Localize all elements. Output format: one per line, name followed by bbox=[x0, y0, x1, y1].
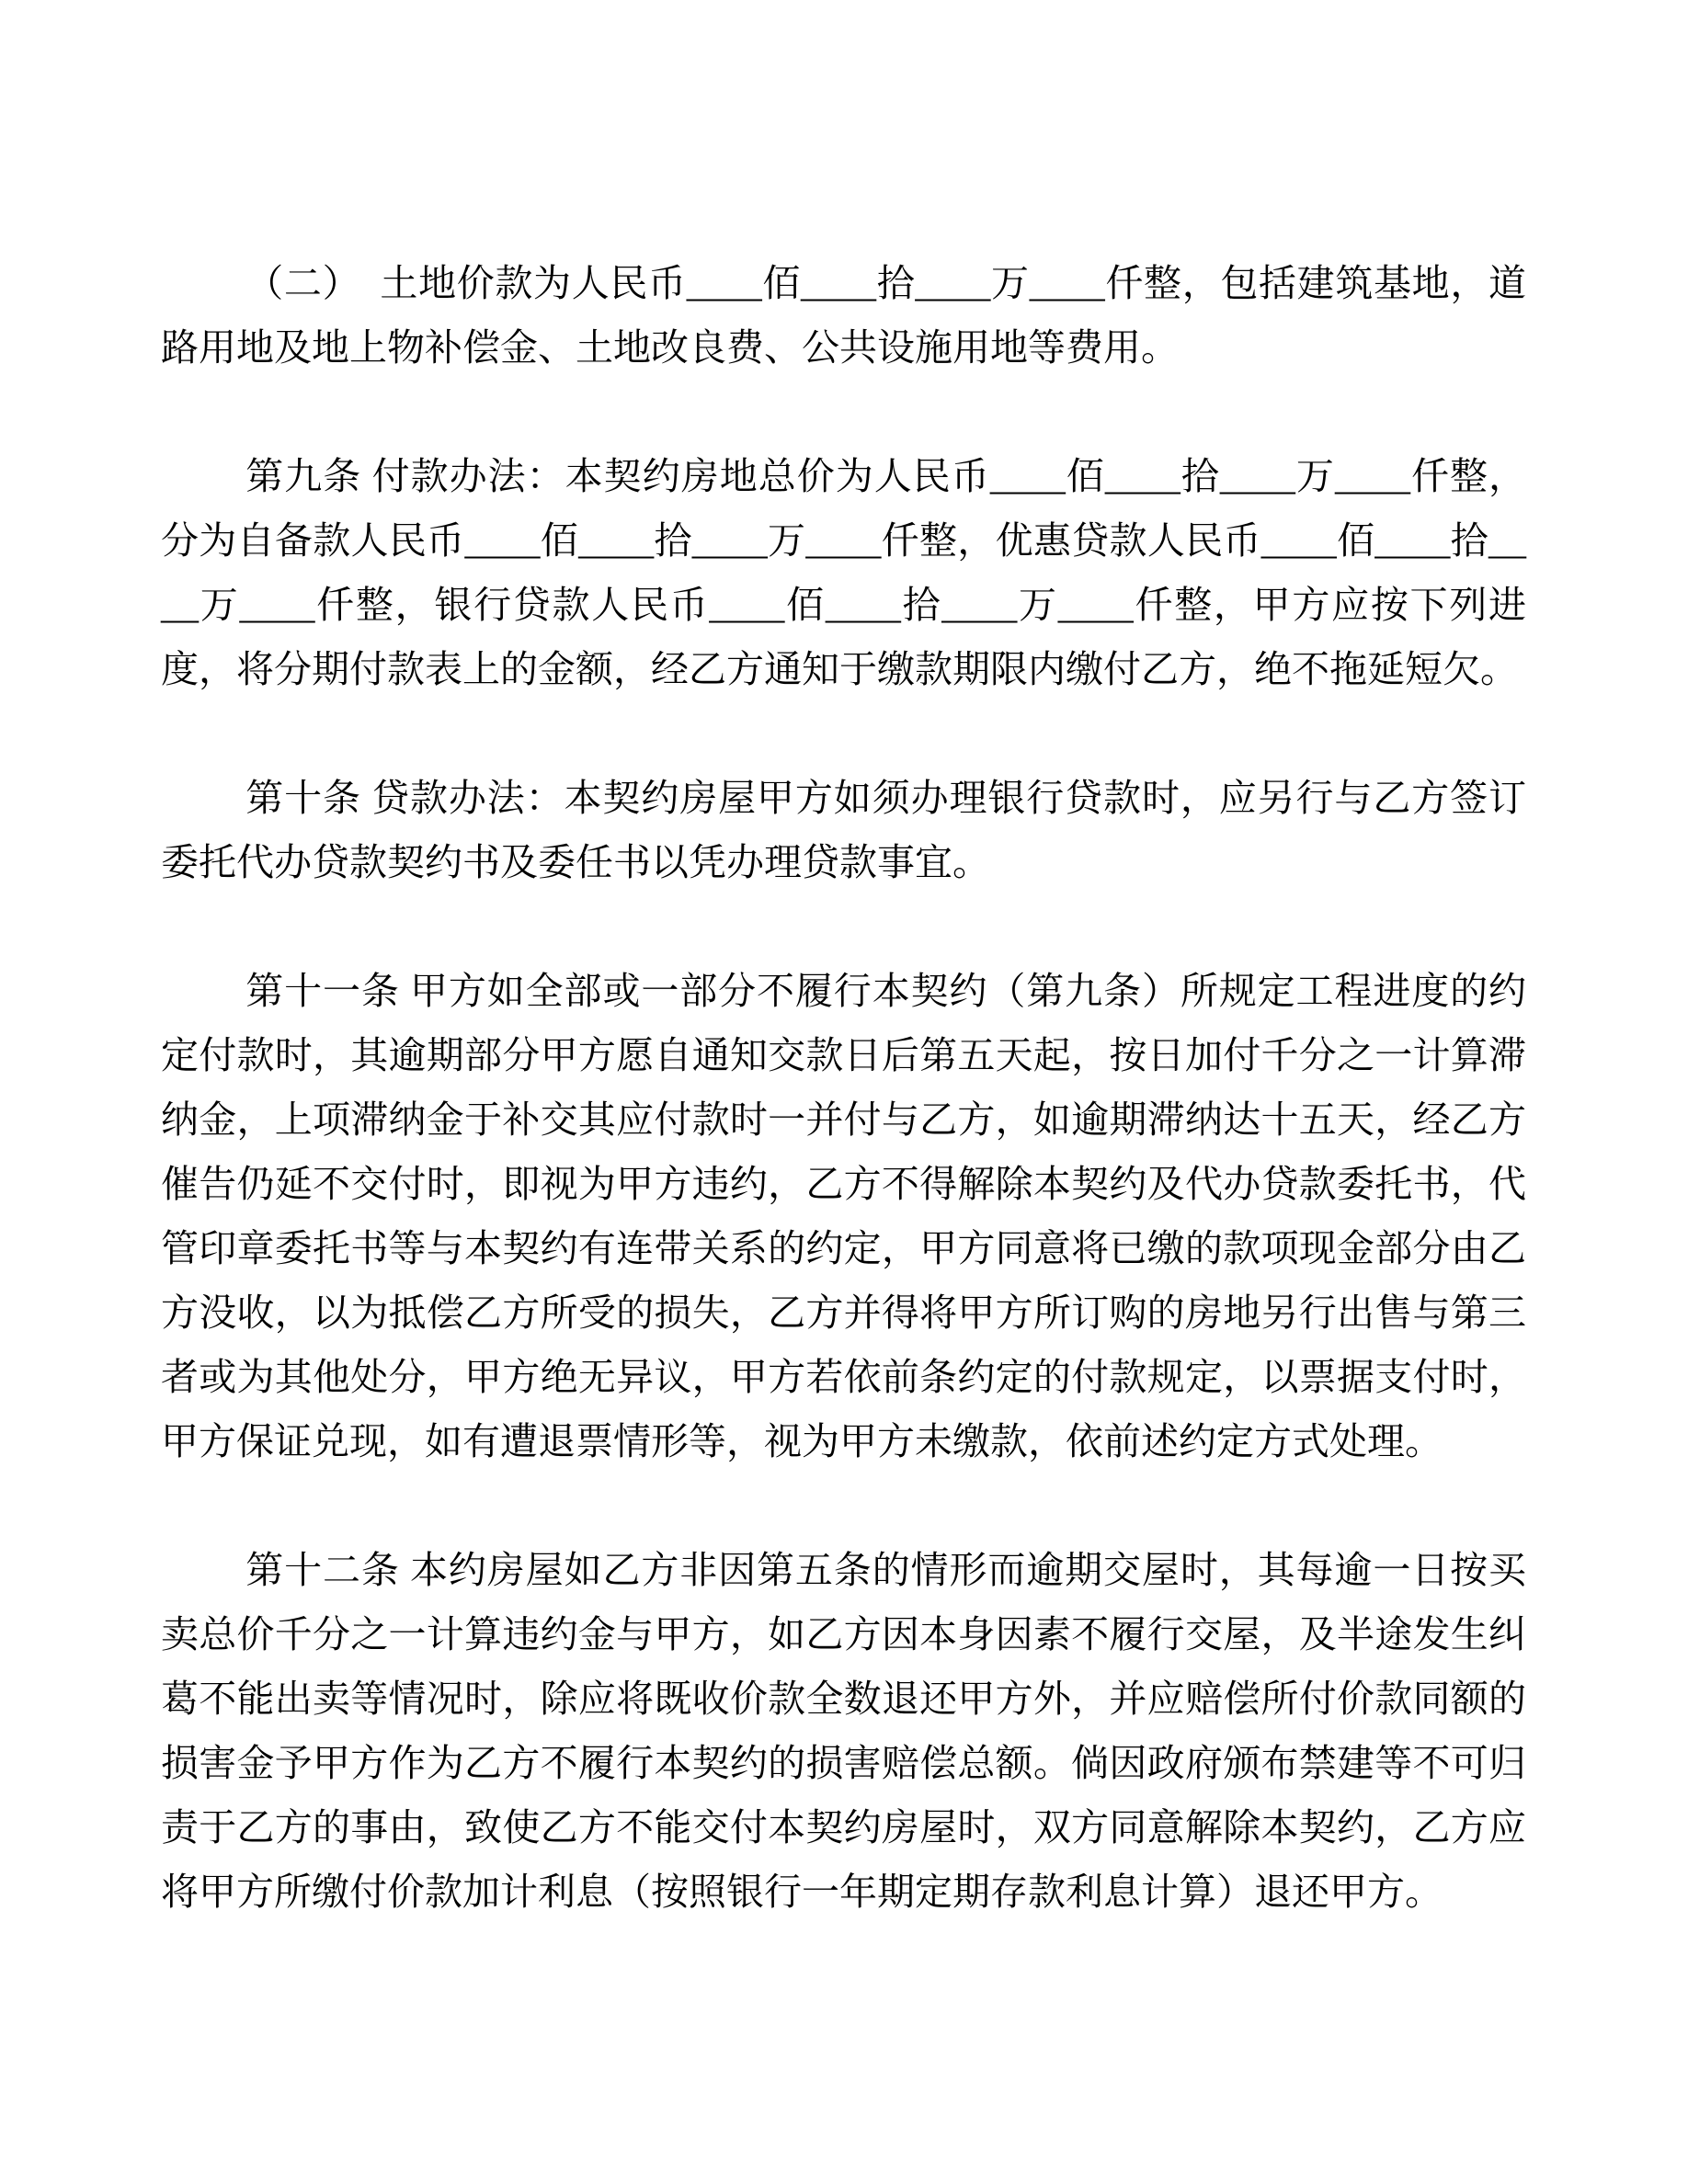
contract-paragraph-article-10-loan-method: 第十条 贷款办法：本契约房屋甲方如须办理银行贷款时，应另行与乙方签订委托代办贷款契约书及委任书以凭办理贷款事宜。 bbox=[161, 777, 1526, 883]
contract-paragraph-article-9-payment-method: 第九条 付款办法：本契约房地总价为人民币____佰____拾____万____仟整，分为自备款人民币____佰____拾____万____仟整，优惠贷款人民币____佰____拾____万____仟整，银行贷款人民币____佰____拾____万____仟整，甲方应按下列进度，将分期付款表上的金额，经乙方通知于缴款期限内缴付乙方，绝不拖延短欠。 bbox=[161, 455, 1526, 690]
contract-paragraph-clause-2-land-price: （二） 土地价款为人民币____佰____拾____万____仟整，包括建筑基地，道路用地及地上物补偿金、土地改良费、公共设施用地等费用。 bbox=[161, 262, 1526, 369]
contract-paragraph-article-12-overdue-delivery: 第十二条 本约房屋如乙方非因第五条的情形而逾期交屋时，其每逾一日按买卖总价千分之一计算违约金与甲方，如乙方因本身因素不履行交屋，及半途发生纠葛不能出卖等情况时，除应将既收价款全数退还甲方外，并应赔偿所付价款同额的损害金予甲方作为乙方不履行本契约的损害赔偿总额。倘因政府颁布禁建等不可归责于乙方的事由，致使乙方不能交付本契约房屋时，双方同意解除本契约，乙方应将甲方所缴付价款加计利息（按照银行一年期定期存款利息计算）退还甲方。 bbox=[161, 1549, 1526, 1913]
contract-paragraph-article-11-overdue-payment: 第十一条 甲方如全部或一部分不履行本契约（第九条）所规定工程进度的约定付款时，其逾期部分甲方愿自通知交款日后第五天起，按日加付千分之一计算滞纳金，上项滞纳金于补交其应付款时一并付与乙方，如逾期滞纳达十五天，经乙方催告仍延不交付时，即视为甲方违约，乙方不得解除本契约及代办贷款委托书，代管印章委托书等与本契约有连带关系的约定，甲方同意将已缴的款项现金部分由乙方没收，以为抵偿乙方所受的损失，乙方并得将甲方所订购的房地另行出售与第三者或为其他处分，甲方绝无异议，甲方若依前条约定的付款规定，以票据支付时，甲方保证兑现，如有遭退票情形等，视为甲方未缴款，依前述约定方式处理。 bbox=[161, 970, 1526, 1462]
